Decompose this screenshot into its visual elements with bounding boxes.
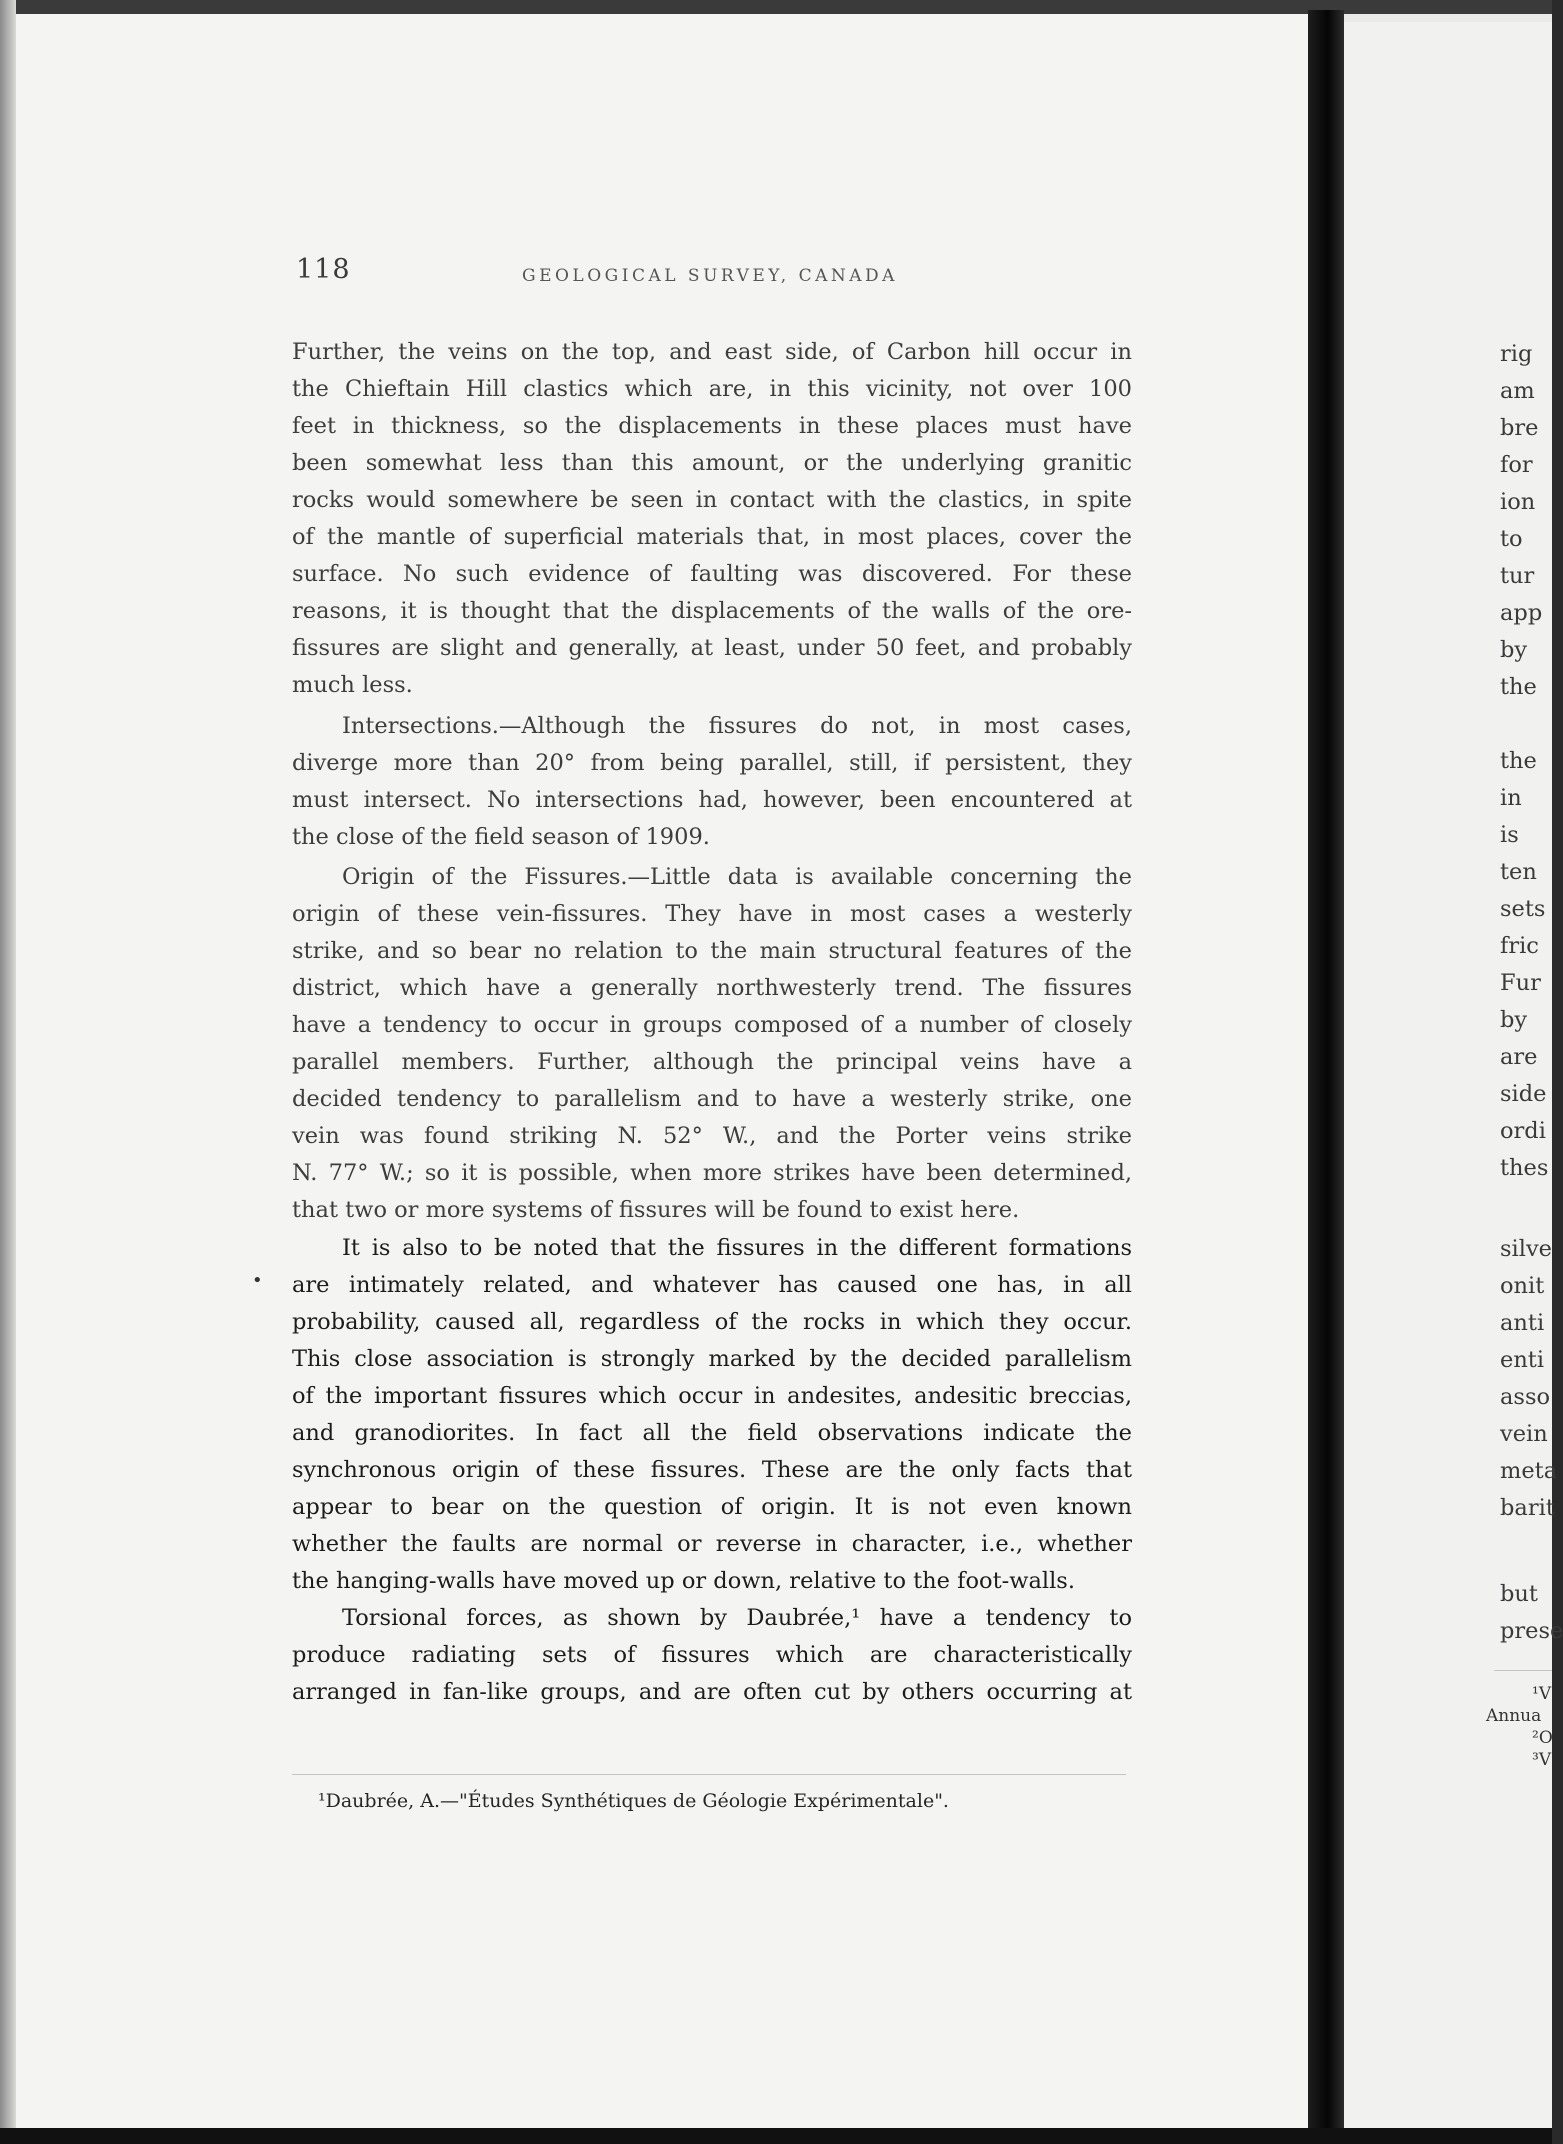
body-line: Origin of the Fissures.—Little data is available concerning the — [342, 864, 1132, 890]
facing-page-fragment: silve — [1500, 1236, 1552, 1262]
facing-page-fragment: by — [1500, 637, 1528, 663]
page-left-edge-shadow — [0, 0, 16, 2144]
body-line: surface. No such evidence of faulting was discovered. For these — [292, 561, 1132, 587]
facing-page-fragment: rig — [1500, 341, 1533, 367]
body-line: It is also to be noted that the fissures in the different formations — [342, 1235, 1132, 1261]
facing-page-fragment: meta — [1500, 1458, 1558, 1484]
facing-page-fragment: the — [1500, 748, 1537, 774]
body-line: synchronous origin of these fissures. These are the only facts that — [292, 1457, 1132, 1483]
body-line: parallel members. Further, although the principal veins have a — [292, 1049, 1132, 1075]
facing-page-fragment: onit — [1500, 1273, 1545, 1299]
facing-page-fragment: are — [1500, 1044, 1538, 1070]
facing-page-fragment: prese — [1500, 1618, 1563, 1644]
facing-page-footnote-fragment: Annua — [1486, 1706, 1542, 1726]
body-line: Torsional forces, as shown by Daubrée,¹ have a tendency to — [342, 1605, 1132, 1631]
facing-page-fragment: side — [1500, 1081, 1547, 1107]
body-line: appear to bear on the question of origin. It is not even known — [292, 1494, 1132, 1520]
margin-mark: • — [252, 1270, 263, 1291]
facing-page-fragment: is — [1500, 822, 1519, 848]
facing-page-footnote-fragment: ¹V — [1532, 1684, 1552, 1704]
scan-bottom-border — [0, 2128, 1552, 2144]
facing-page-fragment: tur — [1500, 563, 1535, 589]
facing-page-fragment: bre — [1500, 415, 1539, 441]
body-line: This close association is strongly marked by the decided parallelism — [292, 1346, 1132, 1372]
body-line: the close of the field season of 1909. — [292, 824, 710, 850]
body-line: N. 77° W.; so it is possible, when more strikes have been determined, — [292, 1160, 1132, 1186]
facing-page-footnote-fragment: ²O — [1532, 1728, 1553, 1748]
facing-page-fragment: vein — [1500, 1421, 1548, 1447]
body-line: the Chieftain Hill clastics which are, in this vicinity, not over 100 — [292, 376, 1132, 402]
facing-page-fragment: enti — [1500, 1347, 1545, 1373]
body-line: have a tendency to occur in groups composed of a number of closely — [292, 1012, 1132, 1038]
facing-page-fragment: ion — [1500, 489, 1536, 515]
facing-page-fragment: ordi — [1500, 1118, 1546, 1144]
body-line: feet in thickness, so the displacements in these places must have — [292, 413, 1132, 439]
body-line: fissures are slight and generally, at least, under 50 feet, and probably — [292, 635, 1132, 661]
body-line: reasons, it is thought that the displacements of the walls of the ore- — [292, 598, 1132, 624]
facing-page-fragment: app — [1500, 600, 1543, 626]
body-line: been somewhat less than this amount, or the underlying granitic — [292, 450, 1132, 476]
body-line: decided tendency to parallelism and to have a westerly strike, one — [292, 1086, 1132, 1112]
body-line: Further, the veins on the top, and east side, of Carbon hill occur in — [292, 339, 1132, 365]
body-line: district, which have a generally northwesterly trend. The fissures — [292, 975, 1132, 1001]
body-line: arranged in fan-like groups, and are often cut by others occurring at — [292, 1679, 1132, 1705]
facing-page-fragment: but — [1500, 1581, 1538, 1607]
body-line: Intersections.—Although the fissures do not, in most cases, — [342, 713, 1132, 739]
body-line: vein was found striking N. 52° W., and the Porter veins strike — [292, 1123, 1132, 1149]
facing-page-fragment: the — [1500, 674, 1537, 700]
body-line: whether the faults are normal or reverse in character, i.e., whether — [292, 1531, 1132, 1557]
facing-page-fragment: for — [1500, 452, 1533, 478]
facing-page-fragment: am — [1500, 378, 1535, 404]
body-line: and granodiorites. In fact all the field observations indicate the — [292, 1420, 1132, 1446]
facing-page-footnote-rule — [1494, 1670, 1552, 1671]
facing-page-fragment: ten — [1500, 859, 1537, 885]
body-line: origin of these vein-fissures. They have in most cases a westerly — [292, 901, 1132, 927]
facing-page-fragment: sets — [1500, 896, 1546, 922]
running-head: GEOLOGICAL SURVEY, CANADA — [522, 266, 898, 286]
body-line: diverge more than 20° from being parallel, still, if persistent, they — [292, 750, 1132, 776]
body-line: much less. — [292, 672, 413, 698]
body-line: of the mantle of superficial materials that, in most places, cover the — [292, 524, 1132, 550]
page-number: 118 — [296, 254, 351, 285]
body-line: the hanging-walls have moved up or down, relative to the foot-walls. — [292, 1568, 1075, 1594]
body-line: that two or more systems of fissures will be found to exist here. — [292, 1197, 1020, 1223]
facing-page-footnote-fragment: ³V — [1532, 1750, 1552, 1770]
footnote-rule — [292, 1774, 1126, 1775]
facing-page-fragment: thes — [1500, 1155, 1549, 1181]
facing-page-fragment: asso — [1500, 1384, 1551, 1410]
footnote: ¹Daubrée, A.—"Études Synthétiques de Géologie Expérimentale". — [318, 1790, 949, 1812]
facing-page-fragment: by — [1500, 1007, 1528, 1033]
facing-page-fragment: Fur — [1500, 970, 1541, 996]
book-gutter — [1308, 10, 1344, 2144]
facing-page-fragment: in — [1500, 785, 1522, 811]
body-line: are intimately related, and whatever has caused one has, in all — [292, 1272, 1132, 1298]
body-line: must intersect. No intersections had, however, been encountered at — [292, 787, 1132, 813]
facing-page-fragment: to — [1500, 526, 1523, 552]
facing-page-fragment: fric — [1500, 933, 1539, 959]
facing-page-fragment: anti — [1500, 1310, 1545, 1336]
body-line: strike, and so bear no relation to the main structural features of the — [292, 938, 1132, 964]
body-line: rocks would somewhere be seen in contact with the clastics, in spite — [292, 487, 1132, 513]
body-line: of the important fissures which occur in andesites, andesitic breccias, — [292, 1383, 1132, 1409]
body-line: probability, caused all, regardless of the rocks in which they occur. — [292, 1309, 1132, 1335]
facing-page-fragment: barit — [1500, 1495, 1555, 1521]
body-line: produce radiating sets of fissures which are characteristically — [292, 1642, 1132, 1668]
